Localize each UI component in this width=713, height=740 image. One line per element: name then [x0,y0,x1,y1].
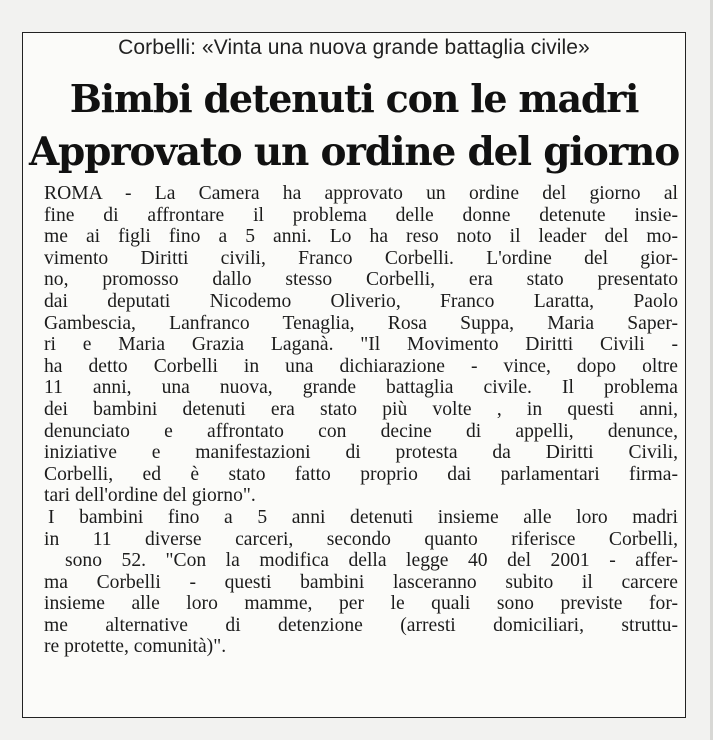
body-line: me alternative di detenzione (arresti domiciliari, struttu- [44,614,678,636]
body-line: re protette, comunità)". [44,636,227,658]
newspaper-clipping [22,32,686,718]
article-body [44,183,678,658]
body-line: Gambescia, Lanfranco Tenaglia, Rosa Suppa, Maria Saper- [44,312,678,334]
body-line: ri e Maria Grazia Laganà. "Il Movimento Diritti Civili - [44,334,678,356]
body-line: in 11 diverse carceri, secondo quanto riferisce Corbelli, [44,528,678,550]
body-line: iniziative e manifestazioni di protesta da Diritti Civili, [44,442,678,464]
body-line: me ai figli fino a 5 anni. Lo ha reso noto il leader del mo- [44,226,678,248]
body-line: ROMA - La Camera ha approvato un ordine del giorno al [44,183,678,204]
article-kicker: Corbelli: «Vinta una nuova grande battaglia civile» [118,36,590,59]
headline-line-1: Bimbi detenuti con le madri [69,76,639,121]
body-line: Corbelli, ed è stato fatto proprio dai parlamentari firma- [44,463,678,485]
body-line: vimento Diritti civili, Franco Corbelli. L'ordine del gior- [44,247,678,269]
body-line: dai deputati Nicodemo Oliverio, Franco Laratta, Paolo [44,290,678,312]
body-line: fine di affrontare il problema delle donne detenute insie- [44,204,678,226]
body-line: ma Corbelli - questi bambini lasceranno subito il carcere [44,571,678,593]
body-line: no, promosso dallo stesso Corbelli, era stato presentato [44,269,678,291]
body-line: dei bambini detenuti era stato più volte , in questi anni, [44,398,678,420]
body-line: sono 52. "Con la modifica della legge 40 del 2001 - affer- [65,550,678,572]
body-line: denunciato e affrontato con decine di appelli, denunce, [44,420,678,442]
headline-line-2: Approvato un ordine del giorno [28,129,680,175]
body-line: insieme alle loro mamme, per le quali sono previste for- [44,593,678,615]
body-line: ha detto Corbelli in una dichiarazione - vince, dopo oltre [44,355,678,377]
body-line: I bambini fino a 5 anni detenuti insieme alle loro madri [48,506,678,528]
body-line: tari dell'ordine del giorno". [44,485,256,507]
body-line: 11 anni, una nuova, grande battaglia civile. Il problema [44,377,678,399]
